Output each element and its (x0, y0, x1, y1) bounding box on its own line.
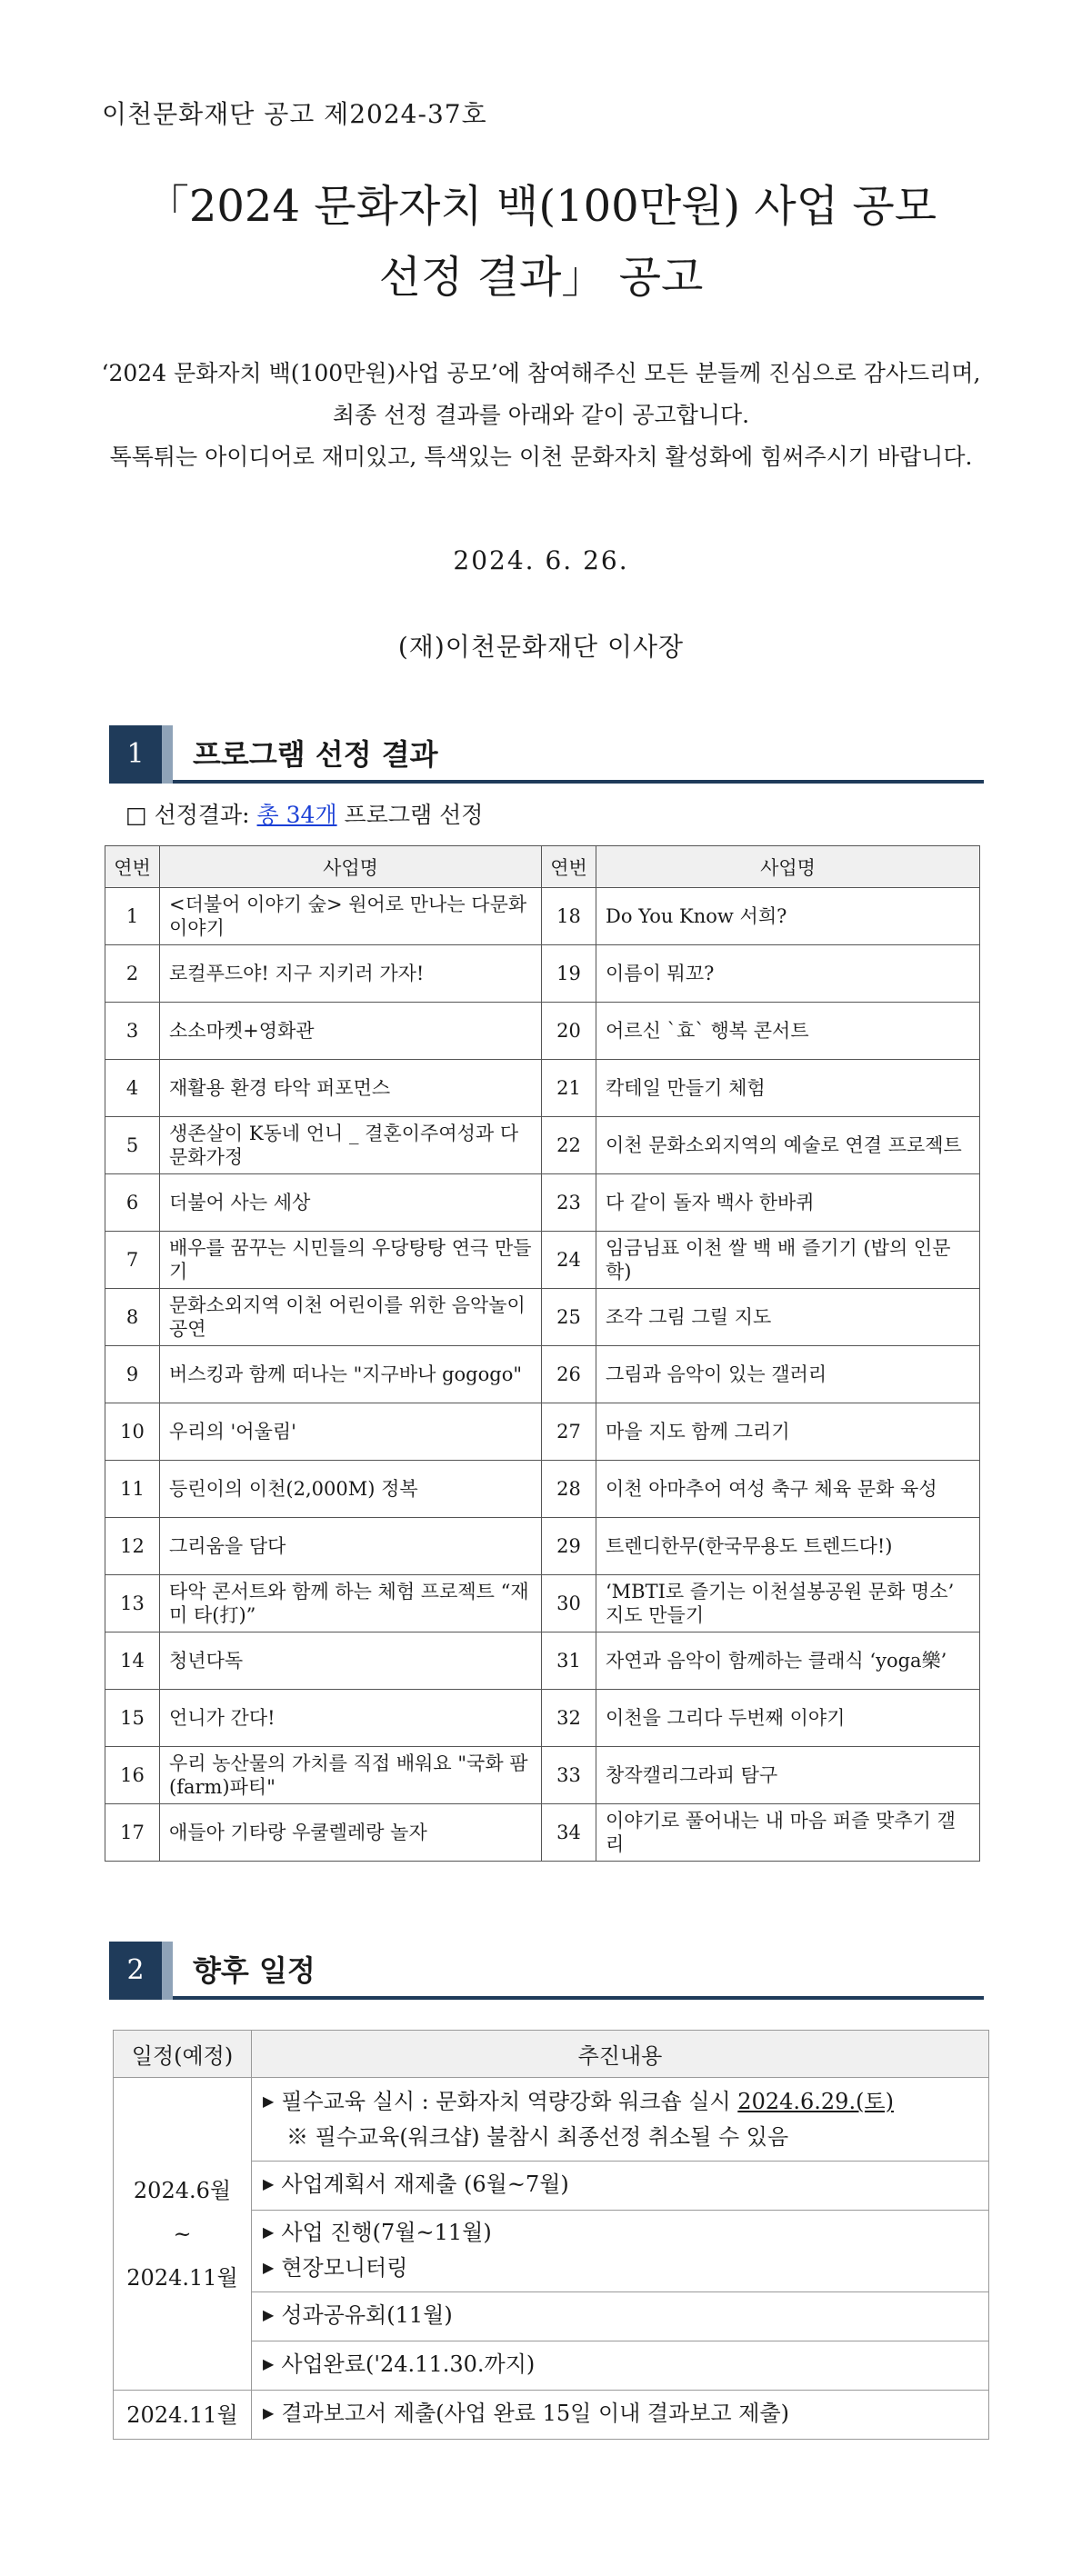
table-row (105, 1632, 980, 1690)
program-name: 재활용 환경 타악 퍼포먼스 (160, 1060, 542, 1117)
row-number: 13 (105, 1575, 160, 1632)
period-end: 2024.11월 (126, 2264, 238, 2291)
period-sep: ~ (173, 2221, 192, 2247)
header-name: 사업명 (160, 846, 542, 888)
program-name: 그림과 음악이 있는 갤러리 (596, 1346, 980, 1403)
row-number: 18 (542, 888, 596, 945)
row-number: 5 (105, 1117, 160, 1174)
row-number: 34 (542, 1804, 596, 1862)
row-number: 25 (542, 1289, 596, 1346)
triangle-bullet-icon: ▶ (263, 2092, 275, 2110)
item-text: 현장모니터링 (281, 2254, 408, 2281)
program-name: 자연과 음악이 함께하는 클래식 ‘yoga樂’ (596, 1632, 980, 1690)
row-number: 21 (542, 1060, 596, 1117)
section-accent-bar (162, 725, 173, 784)
table-row (105, 1060, 980, 1117)
row-number: 15 (105, 1690, 160, 1747)
table-row (105, 1174, 980, 1232)
row-number: 11 (105, 1461, 160, 1518)
section-accent-bar (162, 1942, 173, 2000)
schedule-item (252, 2292, 989, 2341)
table-row (105, 1575, 980, 1632)
table-row (105, 1232, 980, 1289)
schedule-item (252, 2341, 989, 2391)
row-number: 6 (105, 1174, 160, 1232)
table-row (105, 1346, 980, 1403)
item-text: 사업 진행(7월~11월) (281, 2219, 492, 2245)
row-number: 28 (542, 1461, 596, 1518)
total-count-link[interactable]: 총 34개 (256, 802, 337, 828)
intro-paragraph (0, 353, 1082, 478)
table-row (105, 1461, 980, 1518)
row-number: 26 (542, 1346, 596, 1403)
triangle-bullet-icon: ▶ (263, 2222, 275, 2241)
triangle-bullet-icon: ▶ (263, 2355, 275, 2372)
row-number: 16 (105, 1747, 160, 1804)
row-number: 7 (105, 1232, 160, 1289)
section-number: 1 (109, 725, 162, 784)
row-number: 3 (105, 1003, 160, 1060)
header-period: 일정(예정) (114, 2031, 252, 2078)
program-name: 이름이 뭐꼬? (596, 945, 980, 1003)
row-number: 9 (105, 1346, 160, 1403)
section-number: 2 (109, 1942, 162, 2000)
program-name: 그리움을 담다 (160, 1518, 542, 1575)
row-number: 24 (542, 1232, 596, 1289)
row-number: 1 (105, 888, 160, 945)
program-name: 임금님표 이천 쌀 백 배 즐기기 (밥의 인문학) (596, 1232, 980, 1289)
header-num: 연번 (105, 846, 160, 888)
table-row (105, 1747, 980, 1804)
period-start: 2024.6월 (133, 2177, 232, 2203)
row-number: 33 (542, 1747, 596, 1804)
program-name: 이천 아마추어 여성 축구 체육 문화 육성 (596, 1461, 980, 1518)
row-number: 27 (542, 1403, 596, 1461)
section-1-header (109, 725, 984, 784)
row-number: 2 (105, 945, 160, 1003)
row-number: 10 (105, 1403, 160, 1461)
notice-number: 이천문화재단 공고 제2024-37호 (102, 99, 487, 129)
row-number: 12 (105, 1518, 160, 1575)
program-name: 조각 그림 그릴 지도 (596, 1289, 980, 1346)
table-row (105, 1518, 980, 1575)
program-name: 버스킹과 함께 떠나는 "지구바나 gogogo" (160, 1346, 542, 1403)
triangle-bullet-icon: ▶ (263, 2258, 275, 2276)
page-title (0, 171, 1082, 313)
item-text: 결과보고서 제출(사업 완료 15일 이내 결과보고 제출) (281, 2401, 790, 2426)
program-name: 청년다독 (160, 1632, 542, 1690)
program-name: 소소마켓+영화관 (160, 1003, 542, 1060)
row-number: 29 (542, 1518, 596, 1575)
intro-line: 톡톡튀는 아이디어로 재미있고, 특색있는 이천 문화자치 활성화에 힘써주시기 바랍니다. (109, 444, 973, 470)
notice-date: 2024. 6. 26. (453, 545, 629, 575)
header-content: 추진내용 (252, 2031, 989, 2078)
item-note: ※ 필수교육(워크샵) 불참시 최종선정 취소될 수 있음 (286, 2124, 789, 2150)
table-row (105, 1289, 980, 1346)
program-name: 타악 콘서트와 함께 하는 체험 프로젝트 “재미 타(打)” (160, 1575, 542, 1632)
summary-suffix: 프로그램 선정 (336, 802, 484, 828)
program-name: 이천을 그리다 두번째 이야기 (596, 1690, 980, 1747)
schedule-item (252, 2162, 989, 2211)
item-text: 사업계획서 재제출 (6월~7월) (281, 2172, 569, 2197)
program-name: 로컬푸드야! 지구 지키러 가자! (160, 945, 542, 1003)
section-2-header (109, 1942, 984, 2000)
schedule-item (252, 2391, 989, 2440)
table-row (105, 1003, 980, 1060)
header-num: 연번 (542, 846, 596, 888)
program-name: 마을 지도 함께 그리기 (596, 1403, 980, 1461)
item-text: 필수교육 실시 : 문화자치 역량강화 워크숍 실시 (281, 2089, 738, 2114)
triangle-bullet-icon: ▶ (263, 2306, 275, 2323)
item-text: 사업완료('24.11.30.까지) (281, 2351, 536, 2377)
program-name: 언니가 간다! (160, 1690, 542, 1747)
program-name: 이야기로 풀어내는 내 마음 퍼즐 맞추기 갤리 (596, 1804, 980, 1862)
triangle-bullet-icon: ▶ (263, 2175, 275, 2192)
schedule-table (113, 2030, 989, 2440)
program-results-table (105, 845, 980, 1862)
schedule-item (252, 2211, 989, 2292)
table-row (105, 888, 980, 945)
row-number: 20 (542, 1003, 596, 1060)
row-number: 4 (105, 1060, 160, 1117)
table-row (114, 2391, 989, 2440)
row-number: 31 (542, 1632, 596, 1690)
section-title: 프로그램 선정 결과 (193, 737, 438, 772)
program-name: 문화소외지역 이천 어린이를 위한 음악놀이 공연 (160, 1289, 542, 1346)
table-row (105, 1117, 980, 1174)
section-title: 향후 일정 (193, 1953, 316, 1988)
item-date: 2024.6.29.(토) (737, 2089, 894, 2114)
intro-line: ‘2024 문화자치 백(100만원)사업 공모’에 참여해주신 모든 분들께 진심으로 감사드리며, (101, 360, 981, 386)
table-row (114, 2078, 989, 2162)
program-name: 창작캘리그라피 탐구 (596, 1747, 980, 1804)
row-number: 17 (105, 1804, 160, 1862)
program-name: ‘MBTI로 즐기는 이천설봉공원 문화 명소’ 지도 만들기 (596, 1575, 980, 1632)
table-row (105, 945, 980, 1003)
period-cell: 2024.11월 (114, 2391, 252, 2440)
program-name: 더불어 사는 세상 (160, 1174, 542, 1232)
row-number: 23 (542, 1174, 596, 1232)
row-number: 22 (542, 1117, 596, 1174)
title-line-2: 선정 결과」 공고 (378, 252, 704, 303)
period-cell (114, 2078, 252, 2391)
table-row (105, 1690, 980, 1747)
header-name: 사업명 (596, 846, 980, 888)
table-row (105, 1804, 980, 1862)
program-name: 칵테일 만들기 체험 (596, 1060, 980, 1117)
row-number: 14 (105, 1632, 160, 1690)
row-number: 19 (542, 945, 596, 1003)
summary-prefix: □ 선정결과: (125, 802, 257, 828)
title-line-1: 「2024 문화자치 백(100만원) 사업 공모 (145, 181, 937, 232)
program-name: 등린이의 이천(2,000M) 정복 (160, 1461, 542, 1518)
row-number: 8 (105, 1289, 160, 1346)
program-name: 생존살이 K동네 언니 _ 결혼이주여성과 다문화가정 (160, 1117, 542, 1174)
table-header-row (105, 846, 980, 888)
table-row (105, 1403, 980, 1461)
row-number: 30 (542, 1575, 596, 1632)
program-name: 애들아 기타랑 우쿨렐레랑 놀자 (160, 1804, 542, 1862)
issuer: (재)이천문화재단 이사장 (397, 632, 685, 662)
program-name: 우리의 '어울림' (160, 1403, 542, 1461)
program-name: 배우를 꿈꾸는 시민들의 우당탕탕 연극 만들기 (160, 1232, 542, 1289)
program-name: Do You Know 서희? (596, 888, 980, 945)
table-header-row (114, 2031, 989, 2078)
program-name: 다 같이 돌자 백사 한바퀴 (596, 1174, 980, 1232)
row-number: 32 (542, 1690, 596, 1747)
program-name: 이천 문화소외지역의 예술로 연결 프로젝트 (596, 1117, 980, 1174)
program-name: <더불어 이야기 숲> 원어로 만나는 다문화 이야기 (160, 888, 542, 945)
program-name: 어르신 `효` 행복 콘서트 (596, 1003, 980, 1060)
program-name: 트렌디한무(한국무용도 트렌드다!) (596, 1518, 980, 1575)
triangle-bullet-icon: ▶ (263, 2404, 275, 2421)
program-name: 우리 농산물의 가치를 직접 배워요 "국화 팜(farm)파티" (160, 1747, 542, 1804)
item-text: 성과공유회(11월) (281, 2302, 453, 2328)
intro-line: 최종 선정 결과를 아래와 같이 공고합니다. (332, 402, 750, 428)
schedule-item (252, 2078, 989, 2162)
selection-summary (125, 797, 483, 830)
